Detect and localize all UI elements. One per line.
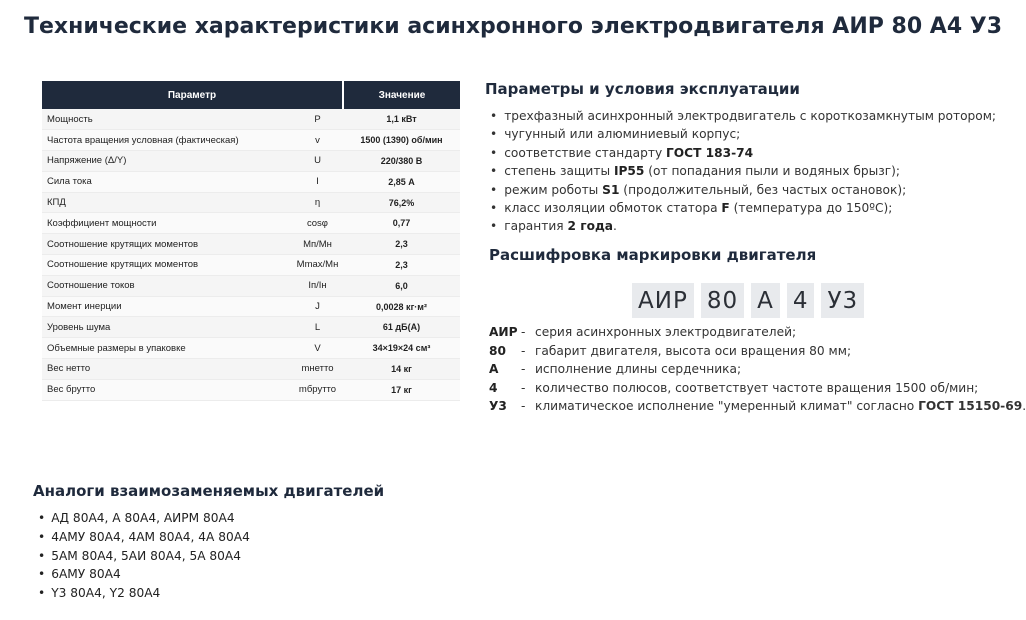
condition-item bbox=[490, 181, 996, 199]
spec-name: Соотношение крутящих моментов bbox=[42, 255, 292, 276]
spec-name: Соотношение токов bbox=[42, 275, 292, 296]
decode-code: А bbox=[489, 362, 499, 376]
condition-after: (продолжительный, без частых остановок); bbox=[619, 182, 907, 197]
condition-bold: IP55 bbox=[613, 164, 645, 179]
decode-code: 80 bbox=[489, 343, 506, 358]
decode-text-wrap bbox=[535, 342, 851, 361]
condition-item bbox=[490, 217, 996, 235]
condition-text: гарантия bbox=[504, 219, 568, 234]
analog-item: • 6АМУ 80А4 bbox=[38, 565, 250, 584]
decode-row bbox=[489, 342, 1026, 361]
analogs-heading: Аналоги взаимозаменяемых двигателей bbox=[33, 482, 385, 500]
spec-value: 2,3 bbox=[343, 255, 460, 276]
decode-dash: - bbox=[521, 325, 526, 339]
spec-value: 6,0 bbox=[343, 275, 460, 296]
spec-row bbox=[42, 234, 460, 255]
condition-item bbox=[490, 125, 996, 143]
spec-symbol: v bbox=[292, 130, 343, 151]
decode-dash: - bbox=[521, 399, 526, 413]
spec-value: 0,0028 кг·м² bbox=[343, 296, 460, 317]
spec-symbol: U bbox=[292, 151, 343, 172]
spec-symbol: L bbox=[292, 317, 343, 338]
decode-row bbox=[489, 397, 1026, 416]
spec-symbol: P bbox=[292, 109, 343, 130]
conditions-list bbox=[490, 107, 996, 236]
spec-value: 220/380 В bbox=[343, 151, 460, 172]
spec-name: Мощность bbox=[42, 109, 292, 130]
spec-name: Вес нетто bbox=[42, 359, 292, 380]
spec-value: 34×19×24 см³ bbox=[343, 338, 460, 359]
spec-symbol: mбрутто bbox=[292, 379, 343, 400]
spec-name: Сила тока bbox=[42, 171, 292, 192]
condition-bold: S1 bbox=[602, 182, 620, 197]
param-column-header: Параметр bbox=[42, 81, 343, 109]
spec-value: 2,85 А bbox=[343, 171, 460, 192]
decode-dash: - bbox=[521, 362, 526, 376]
spec-row bbox=[42, 255, 460, 276]
spec-row bbox=[42, 379, 460, 400]
decode-text-wrap bbox=[535, 323, 796, 342]
condition-text: режим роботы bbox=[504, 182, 603, 197]
condition-after: . bbox=[613, 219, 617, 234]
spec-row bbox=[42, 338, 460, 359]
condition-bold: F bbox=[721, 201, 730, 216]
spec-symbol: Mmax/Mн bbox=[292, 255, 343, 276]
spec-name: Момент инерции bbox=[42, 296, 292, 317]
decode-dash: - bbox=[521, 380, 526, 395]
marking-box: 80 bbox=[701, 283, 744, 318]
spec-value: 2,3 bbox=[343, 234, 460, 255]
spec-row bbox=[42, 213, 460, 234]
condition-bold: 2 года bbox=[567, 219, 614, 234]
spec-name: Вес брутто bbox=[42, 379, 292, 400]
spec-name: Уровень шума bbox=[42, 317, 292, 338]
decode-text: количество полюсов, соответствует частоте вращения 1500 об/мин; bbox=[535, 380, 979, 395]
page-title: Технические характеристики асинхронного электродвигателя АИР 80 А4 У3 bbox=[24, 14, 1003, 39]
marking-boxes bbox=[632, 283, 864, 318]
value-column-header: Значение bbox=[343, 81, 460, 109]
condition-item bbox=[490, 199, 996, 217]
spec-symbol: I bbox=[292, 171, 343, 192]
condition-text: соответствие стандарту bbox=[504, 145, 667, 160]
decode-code: 4 bbox=[489, 380, 498, 395]
marking-box: У3 bbox=[821, 283, 864, 318]
decode-row bbox=[489, 360, 1026, 379]
analog-item: • 4АМУ 80А4, 4АМ 80А4, 4А 80А4 bbox=[38, 528, 250, 547]
decode-text-wrap bbox=[535, 379, 978, 398]
marking-box: АИР bbox=[632, 283, 694, 318]
decode-after: . bbox=[1022, 399, 1026, 413]
marking-box: А bbox=[751, 283, 780, 318]
condition-after: (температура до 150ºС); bbox=[729, 201, 893, 216]
decode-text: габарит двигателя, высота оси вращения 80 мм; bbox=[535, 343, 852, 358]
spec-row bbox=[42, 109, 460, 130]
analog-item: • 5АМ 80А4, 5АИ 80А4, 5А 80А4 bbox=[38, 547, 250, 566]
conditions-heading: Параметры и условия эксплуатации bbox=[485, 80, 800, 98]
spec-name: Напряжение (Δ/Y) bbox=[42, 151, 292, 172]
spec-symbol: J bbox=[292, 296, 343, 317]
spec-row bbox=[42, 192, 460, 213]
decode-dash: - bbox=[521, 343, 526, 358]
spec-row bbox=[42, 317, 460, 338]
decode-row bbox=[489, 379, 1026, 398]
spec-symbol: V bbox=[292, 338, 343, 359]
spec-value: 0,77 bbox=[343, 213, 460, 234]
decode-bold: ГОСТ 15150-69 bbox=[918, 399, 1023, 413]
decode-code: У3 bbox=[489, 399, 507, 413]
spec-value: 61 дБ(А) bbox=[343, 317, 460, 338]
spec-value: 17 кг bbox=[343, 379, 460, 400]
spec-name: КПД bbox=[42, 192, 292, 213]
condition-bold: ГОСТ 183-74 bbox=[666, 145, 754, 160]
condition-text: класс изоляции обмоток статора bbox=[504, 201, 722, 216]
spec-row bbox=[42, 296, 460, 317]
spec-symbol: Iп/Iн bbox=[292, 275, 343, 296]
analog-item: • АД 80А4, А 80А4, АИРМ 80А4 bbox=[38, 509, 250, 528]
spec-row bbox=[42, 359, 460, 380]
condition-item bbox=[490, 162, 996, 180]
condition-item bbox=[490, 107, 996, 125]
decode-row bbox=[489, 323, 1026, 342]
decode-text-wrap bbox=[535, 397, 1026, 416]
spec-row bbox=[42, 130, 460, 151]
spec-name: Частота вращения условная (фактическая) bbox=[42, 130, 292, 151]
spec-name: Объемные размеры в упаковке bbox=[42, 338, 292, 359]
spec-value: 14 кг bbox=[343, 359, 460, 380]
decode-code: АИР bbox=[489, 325, 518, 339]
analog-item: • Y3 80А4, Y2 80А4 bbox=[38, 584, 250, 603]
spec-value: 76,2% bbox=[343, 192, 460, 213]
condition-text: степень защиты bbox=[504, 164, 614, 179]
marking-box: 4 bbox=[787, 283, 815, 318]
specs-table bbox=[42, 81, 460, 401]
spec-symbol: Mп/Mн bbox=[292, 234, 343, 255]
spec-row bbox=[42, 275, 460, 296]
marking-decode bbox=[489, 323, 1026, 416]
spec-row bbox=[42, 151, 460, 172]
decode-text-wrap bbox=[535, 360, 741, 379]
spec-value: 1,1 кВт bbox=[343, 109, 460, 130]
decode-text: серия асинхронных электродвигателей; bbox=[535, 325, 797, 339]
spec-row bbox=[42, 171, 460, 192]
spec-name: Соотношение крутящих моментов bbox=[42, 234, 292, 255]
marking-heading: Расшифровка маркировки двигателя bbox=[489, 246, 817, 264]
spec-symbol: cosφ bbox=[292, 213, 343, 234]
spec-name: Коэффициент мощности bbox=[42, 213, 292, 234]
spec-symbol: η bbox=[292, 192, 343, 213]
condition-text: трехфазный асинхронный электродвигатель с короткозамкнутым ротором; bbox=[504, 109, 997, 123]
decode-text: исполнение длины сердечника; bbox=[535, 362, 742, 376]
decode-text: климатическое исполнение "умеренный климат" согласно bbox=[535, 399, 919, 413]
spec-value: 1500 (1390) об/мин bbox=[343, 130, 460, 151]
spec-symbol: mнетто bbox=[292, 359, 343, 380]
analogs-list bbox=[38, 509, 250, 603]
condition-item bbox=[490, 144, 996, 162]
condition-after: (от попадания пыли и водяных брызг); bbox=[644, 164, 900, 179]
condition-text: чугунный или алюминиевый корпус; bbox=[504, 127, 741, 142]
